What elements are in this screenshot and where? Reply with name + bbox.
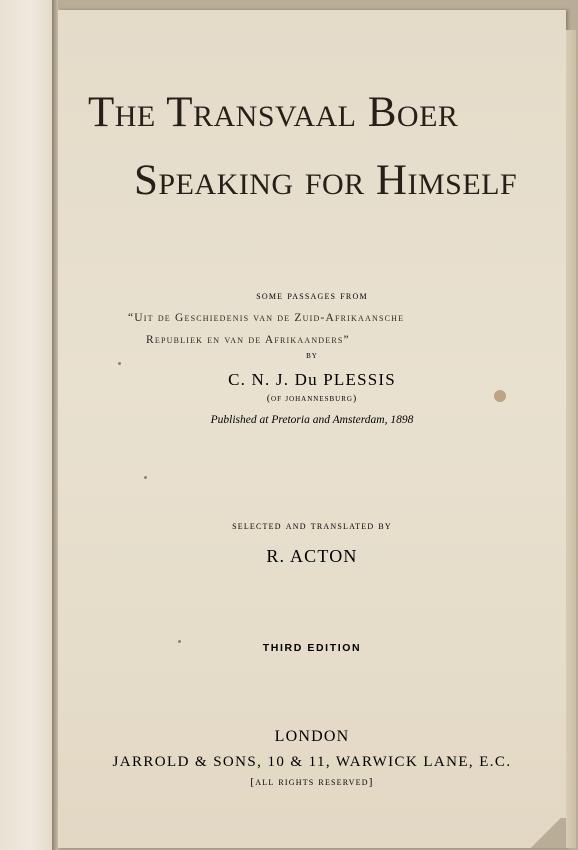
translator-name: R. ACTON [266,546,358,566]
adjacent-page-edge [0,0,52,850]
translation-credit: selected and translated by [232,520,392,532]
rights-notice: [all rights reserved] [250,776,374,788]
by-label: by [306,350,318,361]
quoted-source-title-line-1: “Uit de Geschiedenis van de Zuid-Afrikaansche [128,312,405,324]
book-title-line-2: Speaking for Himself [134,157,518,204]
edition-label: THIRD EDITION [262,642,362,654]
foxing-spot [494,390,506,402]
foxing-spot [118,362,121,365]
author-location: (of johannesburg) [266,394,358,404]
original-publication-note: Published at Pretoria and Amsterdam, 1898 [210,414,414,426]
imprint-city: LONDON [274,728,350,745]
author-name: C. N. J. Du PLESSIS [228,370,396,389]
quoted-source-title-line-2: Republiek en van de Afrikaanders” [146,334,350,346]
foxing-spot [144,476,147,479]
publisher-line: JARROLD & SONS, 10 & 11, WARWICK LANE, E.C. [112,754,512,770]
book-title-line-1: The Transvaal Boer [88,89,459,136]
foxing-spot [178,640,181,643]
title-page [58,10,566,848]
torn-corner [526,818,566,848]
passages-intro: some passages from [256,290,368,302]
